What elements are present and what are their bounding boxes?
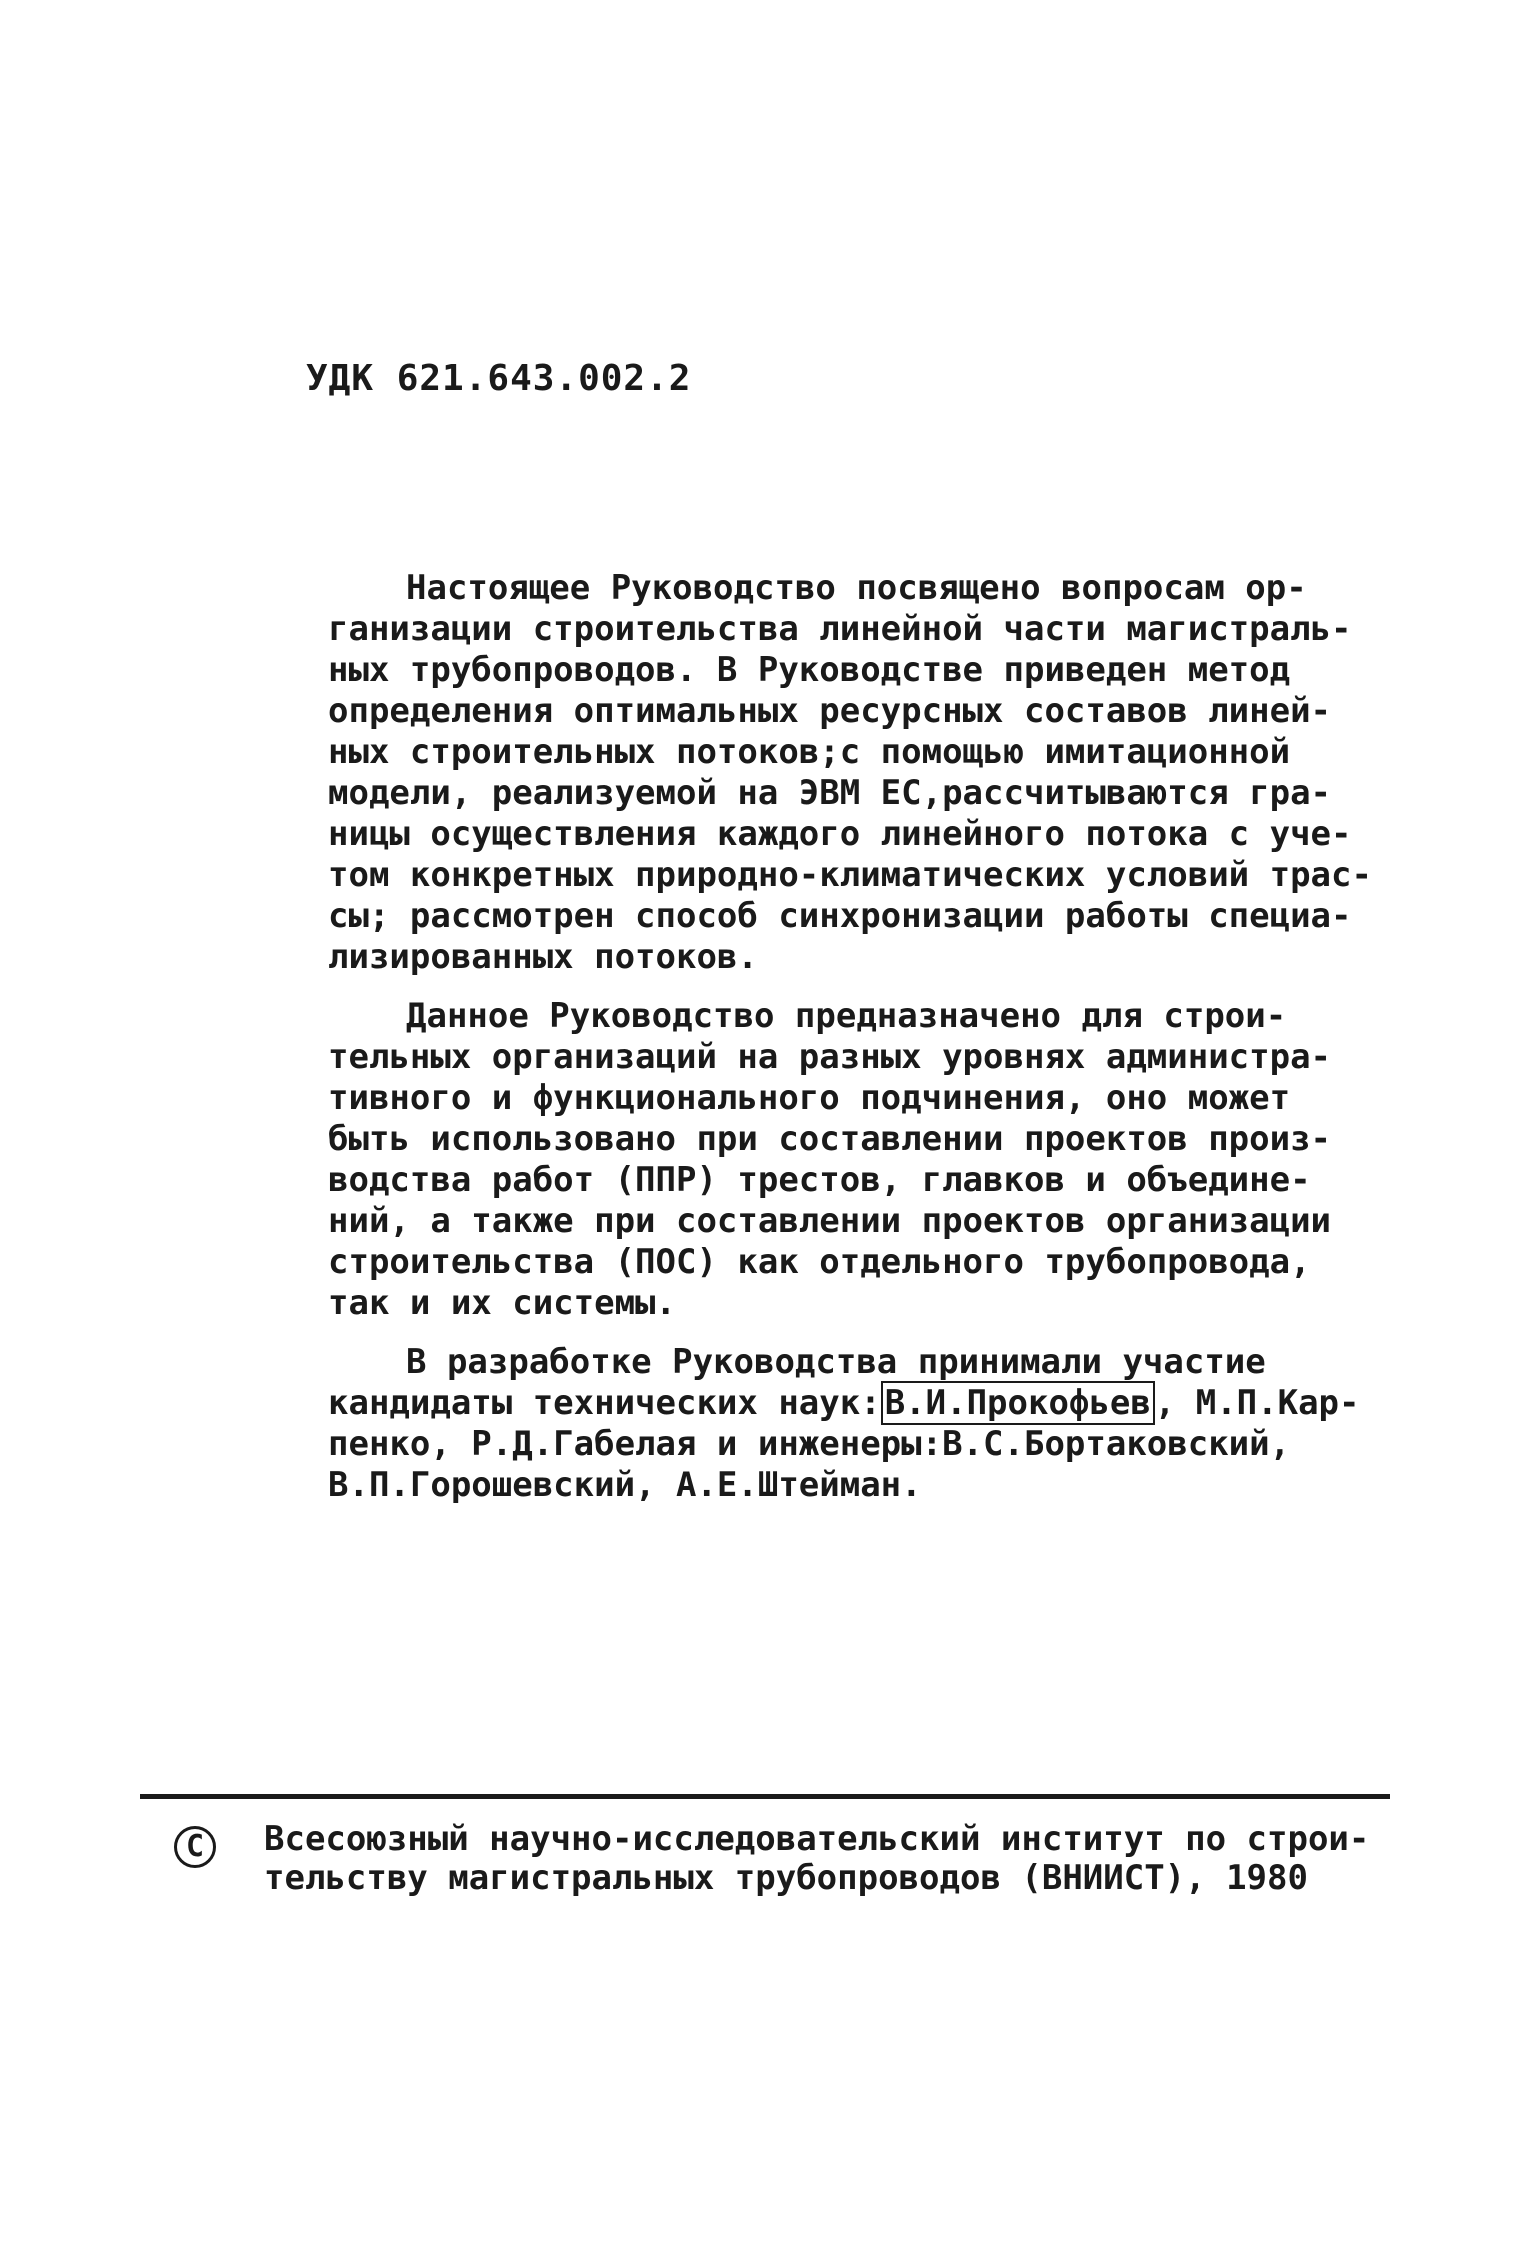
text-line: ний, а также при составлении проектов организации xyxy=(328,1201,1332,1241)
authors-prefix: кандидаты технических наук: xyxy=(328,1383,881,1423)
copyright-icon xyxy=(174,1826,216,1868)
text-line: тивного и функционального подчинения, оно может xyxy=(328,1078,1291,1118)
text-line: быть использовано при составлении проектов произ- xyxy=(328,1119,1332,1159)
text-line: модели, реализуемой на ЭВМ ЕС,рассчитываются гра- xyxy=(328,773,1332,813)
text-line: Данное Руководство предназначено для строи- xyxy=(406,996,1287,1036)
authors-suffix: , М.П.Кар- xyxy=(1154,1383,1360,1423)
copyright-notice xyxy=(264,1820,1374,1898)
text-line: строительства (ПОС) как отдельного трубопровода, xyxy=(328,1242,1311,1282)
text-line: лизированных потоков. xyxy=(328,937,758,977)
text-line: В разработке Руководства принимали участие xyxy=(406,1342,1266,1382)
copyright-symbol: C xyxy=(185,1829,205,1864)
footer-divider xyxy=(140,1794,1390,1799)
footer-line: Всесоюзный научно-исследовательский институт по строи- xyxy=(264,1819,1370,1859)
text-line: водства работ (ППР) трестов, главков и объедине- xyxy=(328,1160,1311,1200)
text-line: тельных организаций на разных уровнях администра- xyxy=(328,1037,1332,1077)
footer-line: тельству магистральных трубопроводов (ВНИИСТ), 1980 xyxy=(264,1858,1308,1898)
text-line: сы; рассмотрен способ синхронизации работы специа- xyxy=(328,896,1352,936)
text-line: ганизации строительства линейной части магистраль- xyxy=(328,609,1352,649)
text-line-authors xyxy=(328,1383,1360,1424)
abstract-body xyxy=(328,568,1372,1524)
text-line: ных строительных потоков;с помощью имитационной xyxy=(328,732,1291,772)
paragraph-audience xyxy=(328,996,1348,1324)
text-line: ных трубопроводов. В Руководстве приведен метод xyxy=(328,650,1291,690)
text-line: В.П.Горошевский, А.Е.Штейман. xyxy=(328,1465,922,1505)
text-line: том конкретных природно-климатических условий трас- xyxy=(328,855,1372,895)
text-line: так и их системы. xyxy=(328,1283,676,1323)
text-line: Настоящее Руководство посвящено вопросам ор- xyxy=(406,568,1307,608)
text-line: пенко, Р.Д.Габелая и инженеры:В.С.Бортаковский, xyxy=(328,1424,1291,1464)
udk-code: УДК 621.643.002.2 xyxy=(306,358,692,399)
text-line: определения оптимальных ресурсных составов линей- xyxy=(328,691,1332,731)
boxed-author-name: В.И.Прокофьев xyxy=(881,1381,1155,1425)
paragraph-authors xyxy=(328,1342,1360,1506)
paragraph-purpose xyxy=(328,568,1372,978)
text-line: ницы осуществления каждого линейного потока с уче- xyxy=(328,814,1352,854)
